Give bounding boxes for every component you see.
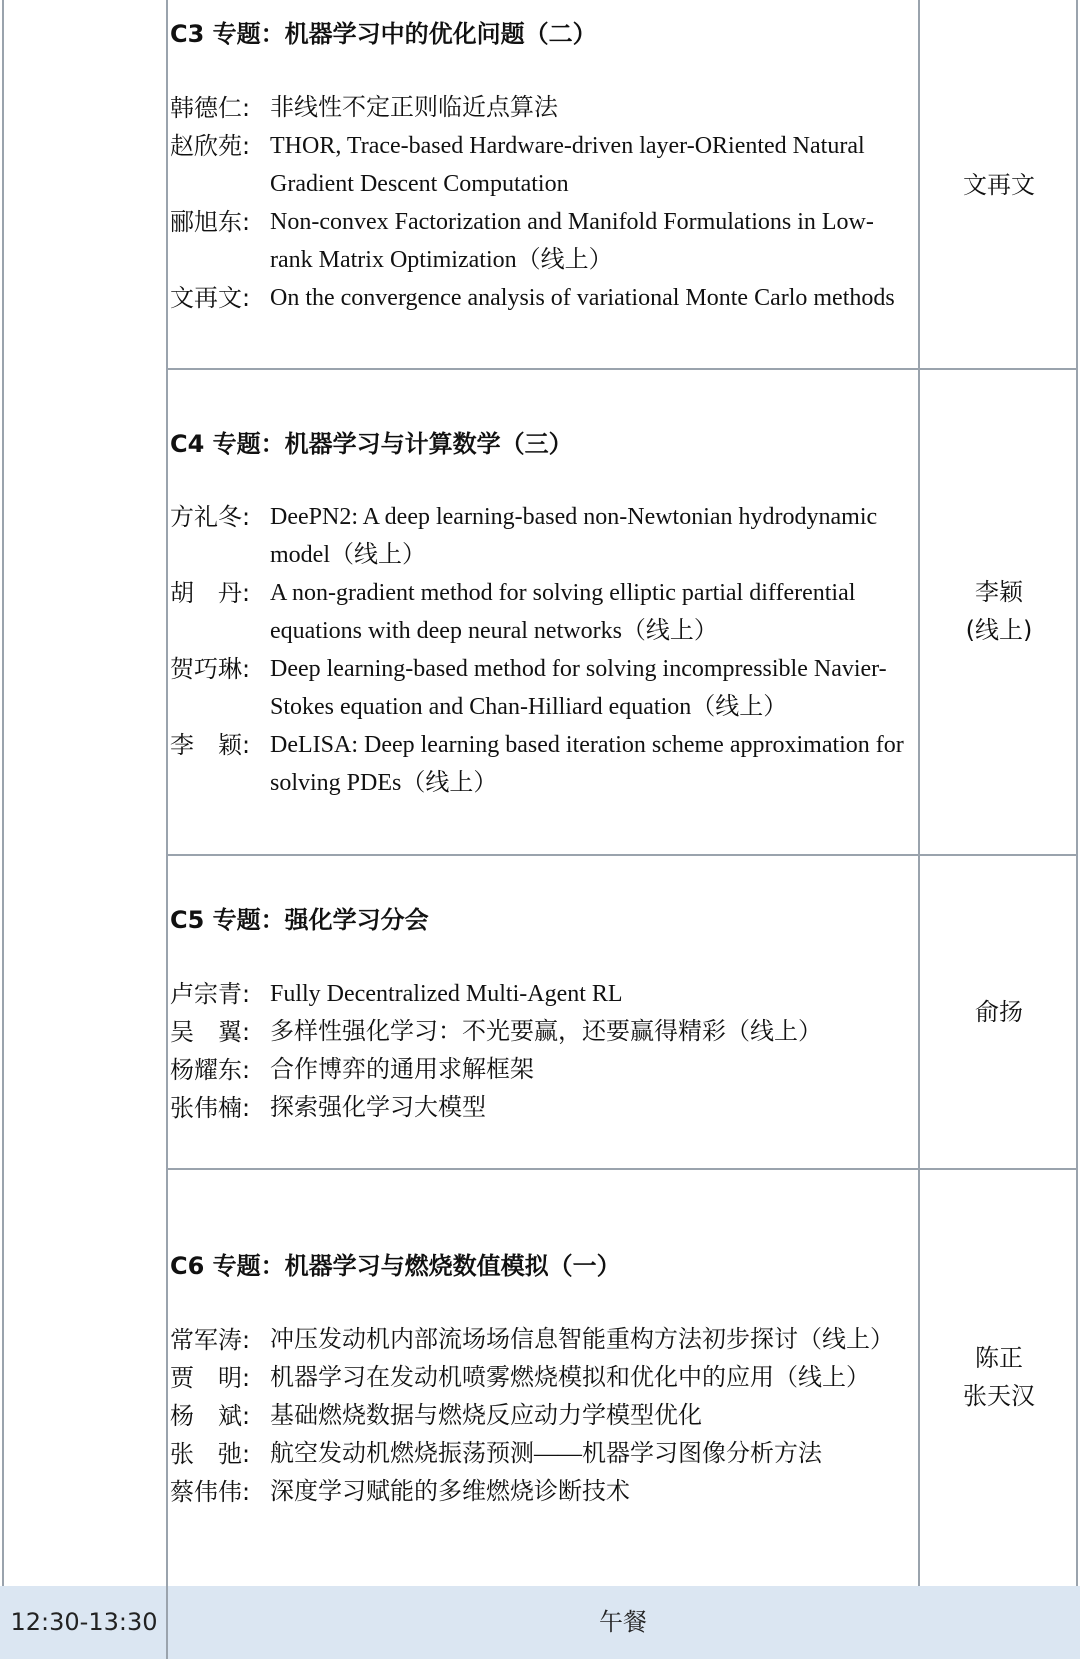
talk-title: DeePN2: A deep learning-based non-Newtonian hydrodynamic model（线上） [270,504,878,568]
talk-title: DeLISA: Deep learning based iteration scheme approximation for solving PDEs（线上） [270,732,904,796]
talk-title: On the convergence analysis of variational Monte Carlo methods [270,285,895,311]
speaker-name: 张 弛: [170,1440,251,1468]
talk-title: Deep learning-based method for solving incompressible Navier-Stokes equation and Chan-Hilliard equation（线上） [270,656,887,720]
speaker-name: 贺巧琳: [170,655,251,683]
talk-title: Non-convex Factorization and Manifold Formulations in Low-rank Matrix Optimization（线上） [270,209,874,273]
session-title: C6 专题：机器学习与燃烧数值模拟（一） [170,1252,621,1280]
session-chair: 俞扬 [975,998,1023,1026]
session-title: C3 专题：机器学习中的优化问题（二） [170,20,597,48]
speaker-name: 杨 斌: [170,1402,251,1430]
talk-title: A non-gradient method for solving elliptic partial differential equations with deep neural networks（线上） [270,580,856,644]
lunch-row [0,1586,1080,1659]
speaker-name: 张伟楠: [170,1094,251,1122]
session-chair: 陈正 张天汉 [963,1344,1035,1410]
session-title: C5 专题：强化学习分会 [170,906,429,934]
talk-title: 冲压发动机内部流场场信息智能重构方法初步探讨（线上） [270,1327,894,1353]
talk-title: 非线性不定正则临近点算法 [270,95,558,121]
speaker-name: 方礼冬: [170,503,251,531]
speaker-name: 胡 丹: [170,579,251,607]
lunch-label: 午餐 [599,1608,647,1636]
speaker-name: 贾 明: [170,1364,251,1392]
session-chair: 文再文 [963,171,1035,199]
speaker-name: 李 颖: [170,731,251,759]
talk-title: 多样性强化学习：不光要赢，还要赢得精彩（线上） [270,1019,822,1045]
talk-title: 基础燃烧数据与燃烧反应动力学模型优化 [270,1403,702,1429]
talk-title: Fully Decentralized Multi-Agent RL [270,981,623,1007]
talk-title: 探索强化学习大模型 [270,1095,486,1121]
session-chair: 李颖 (线上) [965,578,1033,644]
speaker-name: 赵欣苑: [170,132,251,160]
speaker-name: 蔡伟伟: [170,1478,251,1506]
speaker-name: 韩德仁: [170,94,251,122]
talk-title: 合作博弈的通用求解框架 [270,1057,534,1083]
talk-title: 深度学习赋能的多维燃烧诊断技术 [270,1479,630,1505]
lunch-time: 12:30-13:30 [10,1608,158,1636]
speaker-name: 文再文: [170,284,251,312]
speaker-name: 吴 翼: [170,1018,251,1046]
talk-title: THOR, Trace-based Hardware-driven layer-ORiented Natural Gradient Descent Computation [270,133,865,197]
talk-title: 机器学习在发动机喷雾燃烧模拟和优化中的应用（线上） [270,1365,870,1391]
speaker-name: 卢宗青: [170,980,251,1008]
speaker-name: 常军涛: [170,1326,251,1354]
speaker-name: 杨耀东: [170,1056,251,1084]
speaker-name: 郦旭东: [170,208,251,236]
session-title: C4 专题：机器学习与计算数学（三） [170,430,573,458]
talk-title: 航空发动机燃烧振荡预测——机器学习图像分析方法 [270,1441,822,1467]
